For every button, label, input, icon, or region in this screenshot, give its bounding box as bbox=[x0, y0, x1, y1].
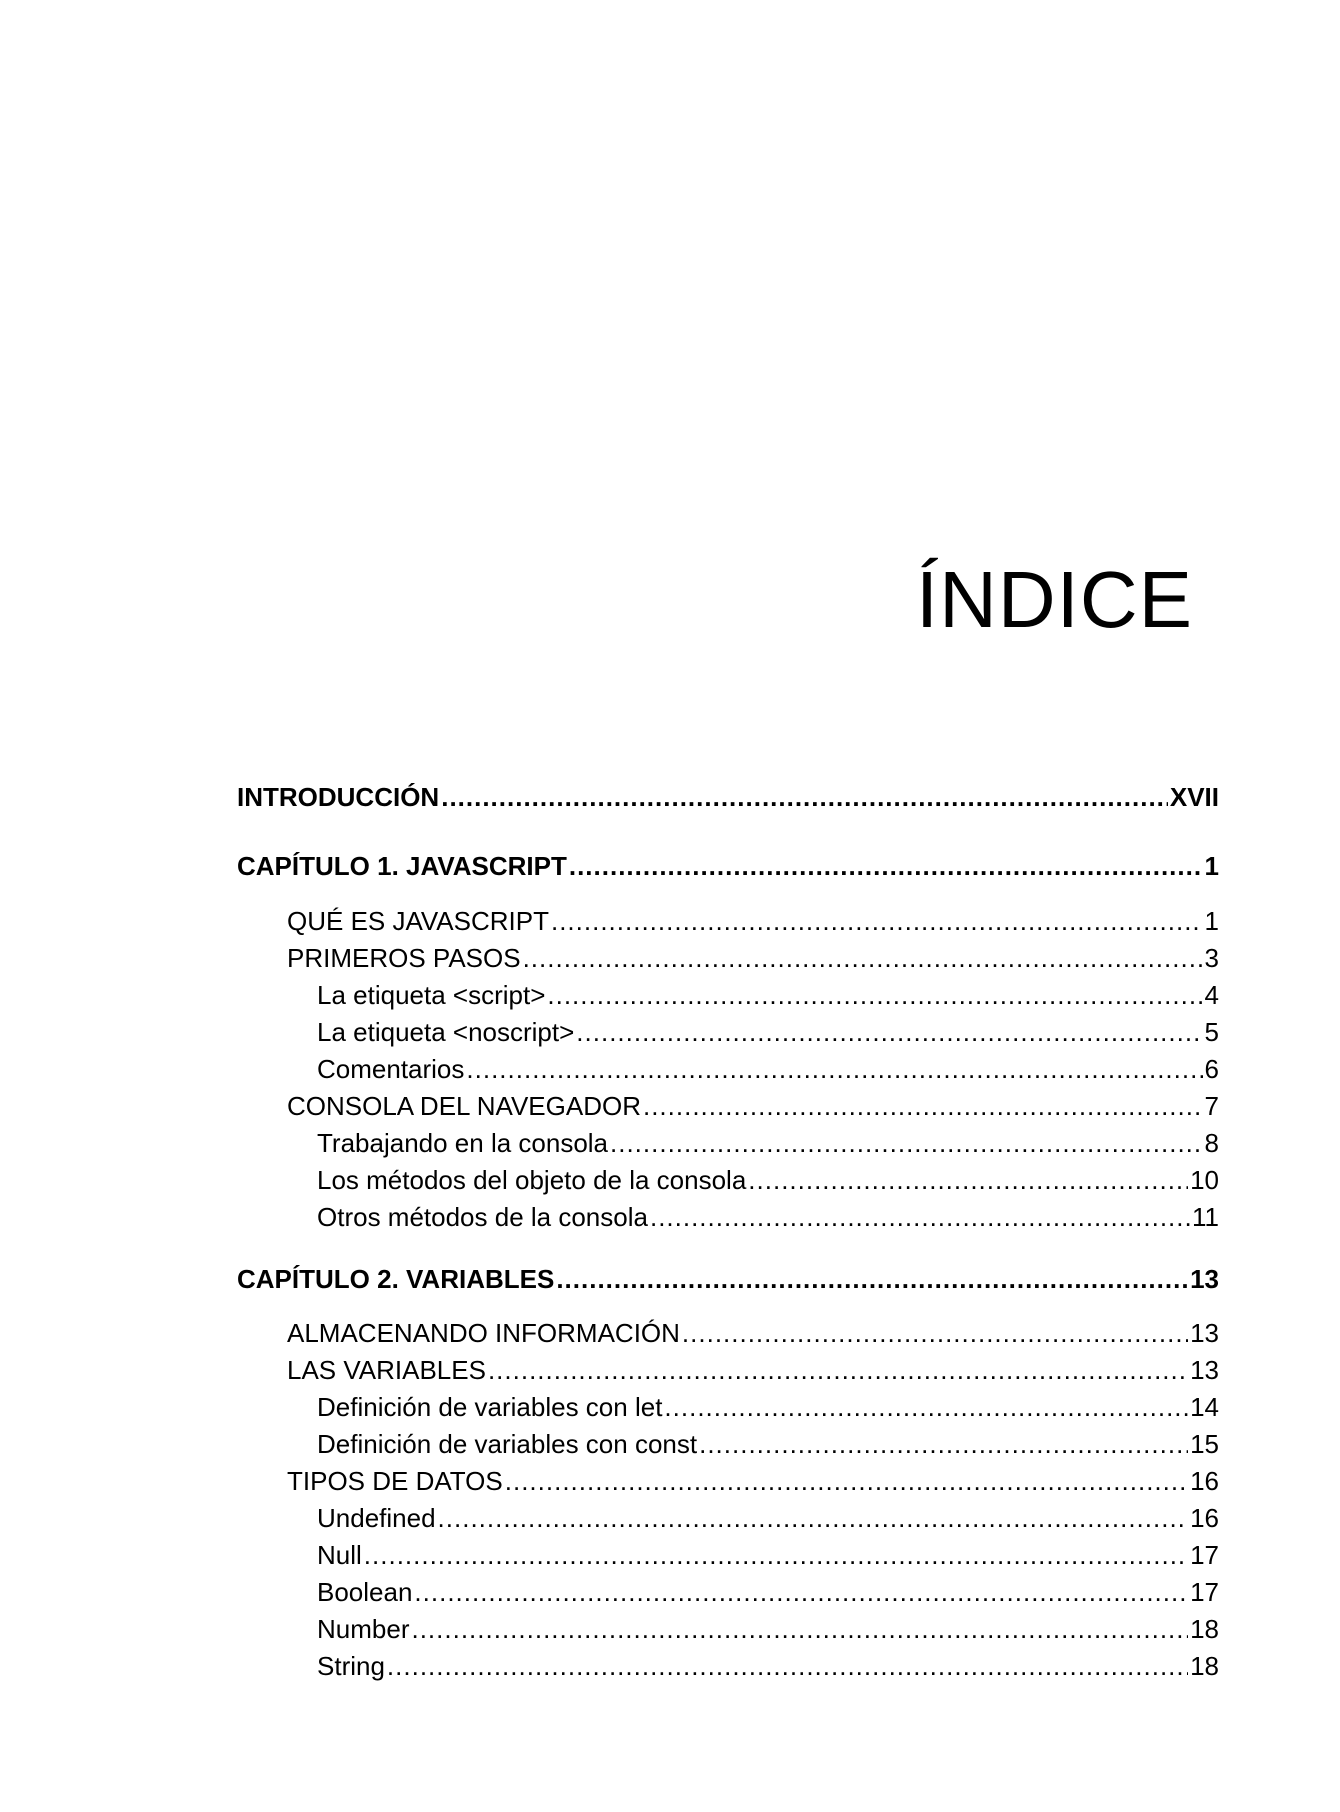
toc-dot-leader bbox=[438, 1501, 1189, 1535]
toc-chapter-entry[interactable] bbox=[237, 1262, 1219, 1296]
toc-entry[interactable] bbox=[237, 1126, 1219, 1160]
toc-entry-page-number: 16 bbox=[1190, 1503, 1219, 1533]
toc-dot-leader bbox=[441, 780, 1168, 814]
toc-entry[interactable] bbox=[237, 1649, 1219, 1683]
toc-entry-page-number: 10 bbox=[1190, 1165, 1219, 1195]
toc-entry[interactable] bbox=[237, 1353, 1219, 1387]
toc-dot-leader bbox=[650, 1200, 1190, 1234]
toc-entry-label: CONSOLA DEL NAVEGADOR bbox=[287, 1091, 641, 1121]
toc-entry-label: INTRODUCCIÓN bbox=[237, 782, 440, 812]
toc-dot-leader bbox=[556, 1262, 1188, 1296]
toc-entry-label: ALMACENANDO INFORMACIÓN bbox=[287, 1318, 680, 1348]
toc-entry-label: LAS VARIABLES bbox=[287, 1355, 486, 1385]
toc-entry-page-number: 7 bbox=[1204, 1091, 1219, 1121]
toc-entry-label: Definición de variables con const bbox=[317, 1429, 698, 1459]
toc-entry-label: Comentarios bbox=[317, 1054, 465, 1084]
toc-entry[interactable] bbox=[237, 941, 1219, 975]
toc-dot-leader bbox=[523, 941, 1203, 975]
toc-entry-page-number: 13 bbox=[1190, 1355, 1219, 1385]
toc-entry-label: TIPOS DE DATOS bbox=[287, 1466, 503, 1496]
toc-entry-label: Los métodos del objeto de la consola bbox=[317, 1165, 747, 1195]
toc-dot-leader bbox=[699, 1427, 1188, 1461]
toc-entry-label: Otros métodos de la consola bbox=[317, 1202, 648, 1232]
toc-entry[interactable] bbox=[237, 1052, 1219, 1086]
toc-entry-page-number: 6 bbox=[1204, 1054, 1219, 1084]
toc-entry-label: Undefined bbox=[317, 1503, 436, 1533]
toc-dot-leader bbox=[682, 1316, 1188, 1350]
toc-chapter-entry[interactable] bbox=[237, 780, 1219, 814]
toc-entry[interactable] bbox=[237, 1427, 1219, 1461]
toc-dot-leader bbox=[547, 978, 1202, 1012]
toc-dot-leader bbox=[664, 1390, 1188, 1424]
toc-entry[interactable] bbox=[237, 1501, 1219, 1535]
toc-chapter-entry[interactable] bbox=[237, 849, 1219, 883]
toc-entry-page-number: 1 bbox=[1204, 906, 1219, 936]
toc-dot-leader bbox=[466, 1052, 1202, 1086]
toc-entry-label: Number bbox=[317, 1614, 410, 1644]
toc-entry-page-number: 18 bbox=[1190, 1651, 1219, 1681]
toc-entry-label: CAPÍTULO 2. VARIABLES bbox=[237, 1264, 555, 1294]
toc-entry-page-number: 5 bbox=[1204, 1017, 1219, 1047]
toc-dot-leader bbox=[748, 1163, 1188, 1197]
toc-entry-label: Null bbox=[317, 1540, 362, 1570]
toc-dot-leader bbox=[387, 1649, 1188, 1683]
toc-entry-page-number: 1 bbox=[1204, 851, 1219, 881]
toc-entry[interactable] bbox=[237, 1390, 1219, 1424]
toc-entry-label: Definición de variables con let bbox=[317, 1392, 663, 1422]
toc-entry-page-number: 11 bbox=[1192, 1202, 1219, 1232]
toc-dot-leader bbox=[505, 1464, 1188, 1498]
toc-entry-label: La etiqueta <noscript> bbox=[317, 1017, 575, 1047]
toc-entry-label: Trabajando en la consola bbox=[317, 1128, 609, 1158]
toc-entry-page-number: 16 bbox=[1190, 1466, 1219, 1496]
page-title: ÍNDICE bbox=[915, 555, 1193, 644]
toc-entry-page-number: 3 bbox=[1204, 943, 1219, 973]
toc-entry-page-number: 18 bbox=[1190, 1614, 1219, 1644]
toc-dot-leader bbox=[569, 849, 1203, 883]
toc-entry-page-number: 15 bbox=[1190, 1429, 1219, 1459]
toc-entry[interactable] bbox=[237, 1089, 1219, 1123]
toc-entry-page-number: 13 bbox=[1190, 1318, 1219, 1348]
toc-entry[interactable] bbox=[237, 978, 1219, 1012]
toc-dot-leader bbox=[488, 1353, 1188, 1387]
toc-entry[interactable] bbox=[237, 1163, 1219, 1197]
toc-entry-label: String bbox=[317, 1651, 385, 1681]
toc-dot-leader bbox=[411, 1612, 1188, 1646]
toc-entry[interactable] bbox=[237, 1200, 1219, 1234]
toc-dot-leader bbox=[610, 1126, 1203, 1160]
toc-dot-leader bbox=[643, 1089, 1203, 1123]
toc-entry[interactable] bbox=[237, 904, 1219, 938]
toc-entry-page-number: 4 bbox=[1204, 980, 1219, 1010]
toc-entry-label: CAPÍTULO 1. JAVASCRIPT bbox=[237, 851, 567, 881]
toc-dot-leader bbox=[414, 1575, 1188, 1609]
toc-entry-page-number: 14 bbox=[1190, 1392, 1219, 1422]
toc-entry[interactable] bbox=[237, 1316, 1219, 1350]
toc-entry-label: Boolean bbox=[317, 1577, 413, 1607]
toc-entry-page-number: 8 bbox=[1204, 1128, 1219, 1158]
toc-dot-leader bbox=[364, 1538, 1188, 1572]
toc-entry[interactable] bbox=[237, 1464, 1219, 1498]
toc-entry[interactable] bbox=[237, 1538, 1219, 1572]
toc-entry-label: La etiqueta <script> bbox=[317, 980, 546, 1010]
toc-dot-leader bbox=[551, 904, 1203, 938]
toc-entry-label: PRIMEROS PASOS bbox=[287, 943, 521, 973]
toc-entry-page-number: 17 bbox=[1190, 1577, 1219, 1607]
toc-entry[interactable] bbox=[237, 1612, 1219, 1646]
toc-entry-label: QUÉ ES JAVASCRIPT bbox=[287, 906, 549, 936]
toc-dot-leader bbox=[576, 1015, 1202, 1049]
toc-entry-page-number: XVII bbox=[1169, 782, 1219, 812]
toc-entry-page-number: 17 bbox=[1190, 1540, 1219, 1570]
toc-entry-page-number: 13 bbox=[1190, 1264, 1219, 1294]
toc-entry[interactable] bbox=[237, 1575, 1219, 1609]
toc-entry[interactable] bbox=[237, 1015, 1219, 1049]
